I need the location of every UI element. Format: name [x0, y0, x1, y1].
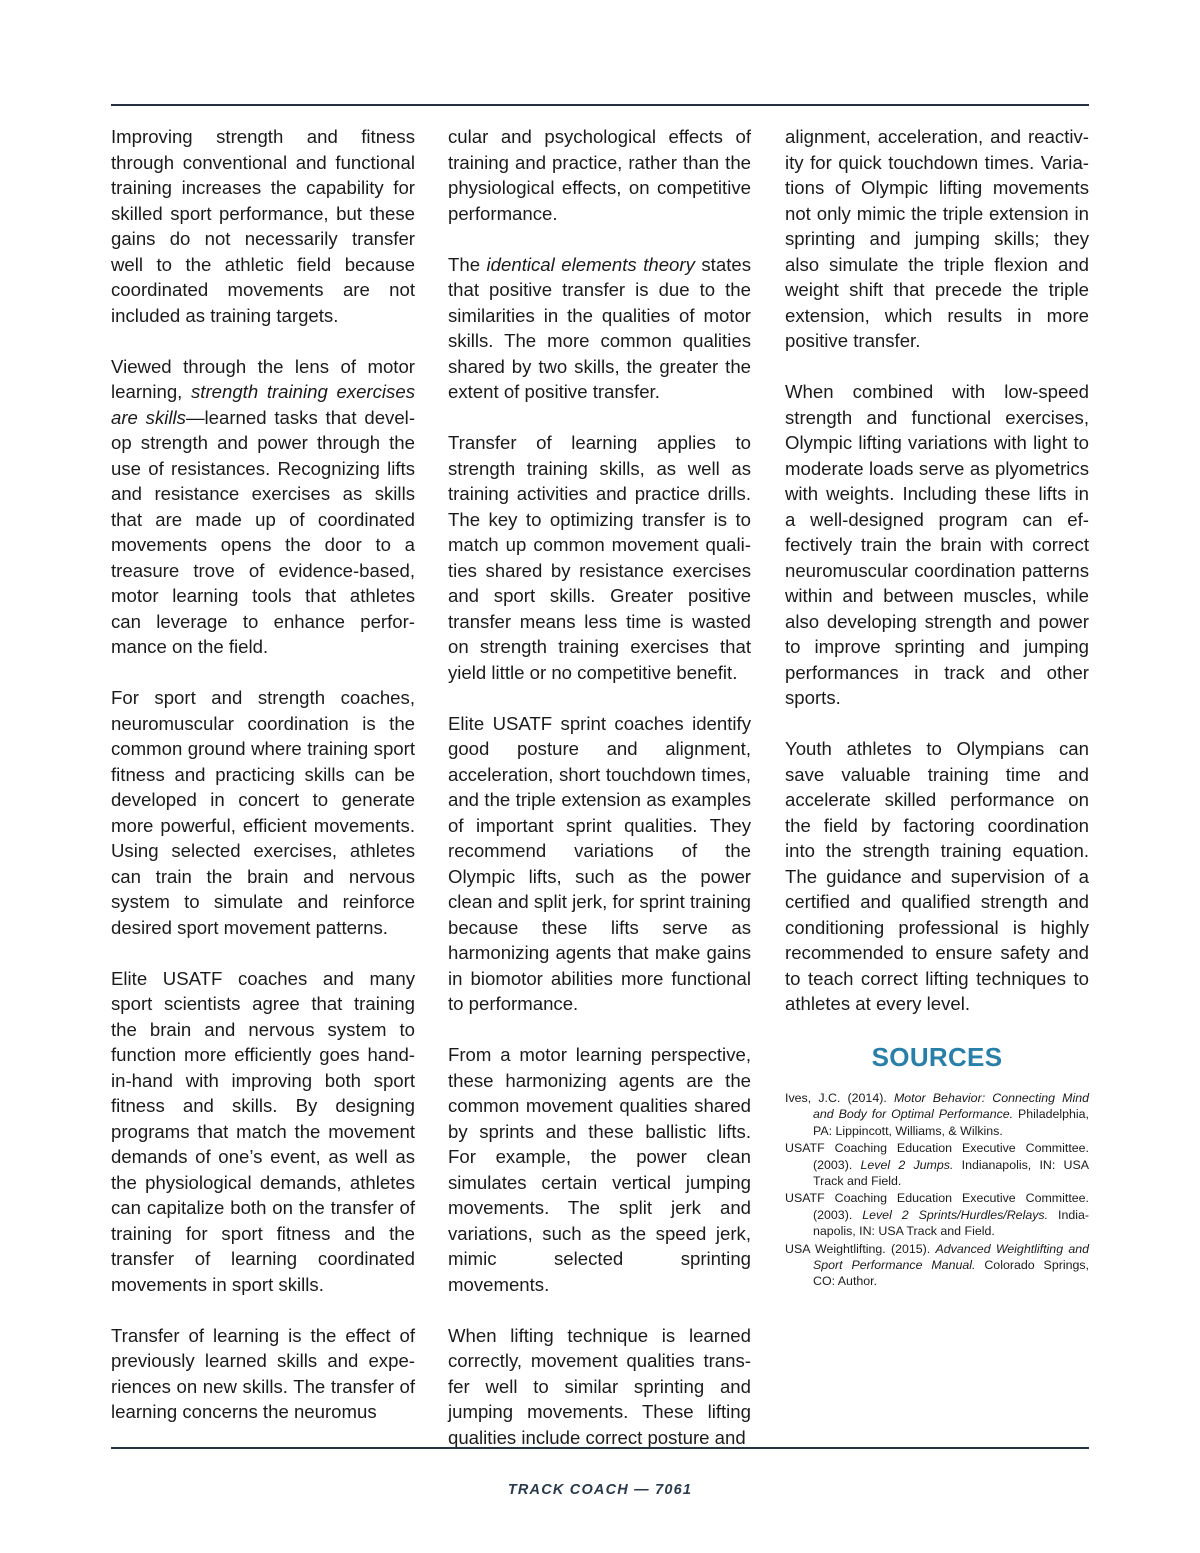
paragraph: Elite USATF sprint coaches identify good posture and alignment, acceleration, short touchdown times, and the triple extension as examples of important sprint qualities. They recommend variations of the Olympic lifts, such as the power clean and split jerk, for sprint training because these lifts serve as harmonizing agents that make gains in biomotor abilities more functional to performance. — [448, 712, 751, 1014]
paragraph: cular and psychological effects of training and practice, rather than the physiological effects, on competitive performance. — [448, 126, 751, 224]
paragraph: Viewed through the lens of motor learning, strength training exercises are skills—learned tasks that develop strength and power through the use of resistances. Recognizing lifts and resistance exercises as skills that are made up of coordinated movements opens the door to a treasure trove of evidence-based, motor learning tools that athletes can leverage to enhance performance on the field. — [111, 355, 416, 657]
reference-entry: Ives, J.C. (2014). Motor Behavior: Connecting Mind and Body for Optimal Performance. Philadelphia, PA: Lippincott, Williams, & Wilkins. — [785, 1091, 1089, 1138]
italic-text: Motor Behavior: Connecting Mind and Body for Optimal Performance. — [813, 1091, 1089, 1122]
paragraph: Transfer of learning applies to strength training skills, as well as training activities and practice drills. The key to optimizing transfer is to match up common movement qualities shared by resistance exercises and sport skills. Greater positive transfer means less time is wasted on strength training exercises that yield little or no competitive benefit. — [448, 432, 751, 683]
column-3-paragraphs — [785, 124, 1089, 1017]
paragraph: Improving strength and fitness through conventional and functional training increases the capability for skilled sport performance, but these gains do not necessarily transfer well to the athletic field because coordinated movements are not included as training targets. — [111, 126, 415, 326]
paragraph: From a motor learning perspective, these harmonizing agents are the common movement qualities shared by sprints and these ballistic lifts. For example, the power clean simulates certain vertical jumping movements. The split jerk and variations, such as the speed jerk, mimic selected sprinting movements. — [448, 1044, 751, 1295]
paragraph: When lifting technique is learned correctly, movement qualities transfer well to similar sprinting and jumping movements. These lifting qualities include correct posture and — [448, 1324, 751, 1448]
italic-text: identical elements theory — [486, 253, 695, 275]
text-column-1 — [111, 124, 415, 1450]
italic-text: Advanced Weightlifting and Sport Performance Manual. — [813, 1241, 1089, 1273]
paragraph: Youth athletes to Olympians can save valuable training time and accelerate skilled performance on the field by factoring coordination into the strength training equation. The guidance and supervision of a certified and qualified strength and conditioning professional is highly recommended to ensure safety and to teach correct lifting techniques to athletes at every level. — [785, 738, 1089, 1014]
paragraph: The identical elements theory states that positive transfer is due to the similarities in the qualities of motor skills. The more common qualities shared by two skills, the greater the extent of positive transfer. — [448, 253, 751, 402]
reference-entry: USATF Coaching Education Executive Committee. (2003). Level 2 Jumps. Indianapolis, IN: USA Track and Field. — [785, 1141, 1090, 1189]
paragraph: Elite USATF coaches and many sport scientists agree that training the brain and nervous system to function more efficiently goes hand-in-hand with improving both sport fitness and skills. By designing programs that match the movement demands of one’s event, as well as the physiological demands, athletes can capitalize both on the transfer of training for sport fitness and the transfer of learning coordinated movements in sport skills. — [111, 967, 415, 1295]
paragraph: Transfer of learning is the effect of previously learned skills and experiences on new skills. The transfer of learning concerns the neuromus — [111, 1324, 415, 1422]
page-footer: TRACK COACH — 7061 — [507, 1482, 693, 1498]
sources-heading: SOURCES — [871, 1042, 1003, 1072]
paragraph: alignment, acceleration, and reactivity for quick touchdown times. Variations of Olympic lifting movements not only mimic the triple extension in sprinting and jumping skills; they also simulate the triple flexion and weight shift that precede the triple extension, which results in more positive transfer. — [785, 126, 1089, 351]
bottom-rule — [111, 1447, 1089, 1449]
top-rule — [111, 104, 1089, 106]
italic-text: Level 2 Jumps. — [860, 1157, 954, 1172]
text-column-3 — [785, 124, 1089, 1291]
paragraph: When combined with low-speed strength and functional exercises, Olympic lifting variations with light to moderate loads serve as plyometrics with weights. Including these lifts in a well-designed program can effectively train the brain with correct neuromuscular coordination patterns within and between muscles, while also developing strength and power to improve sprinting and jumping performances in track and other sports. — [785, 381, 1089, 708]
paragraph: For sport and strength coaches, neuromuscular coordination is the common ground where training sport fitness and practicing skills can be developed in concert to generate more powerful, efficient movements. Using selected exercises, athletes can train the brain and nervous system to simulate and reinforce desired sport movement patterns. — [111, 687, 415, 938]
italic-text: strength training exercises are skills — [111, 381, 415, 428]
text-column-2 — [448, 124, 751, 1476]
sources-list — [785, 1090, 1089, 1290]
reference-entry: USA Weightlifting. (2015). Advanced Weightlifting and Sport Performance Manual. Colorado Springs, CO: Author. — [785, 1241, 1090, 1289]
reference-entry: USATF Coaching Education Executive Committee. (2003). Level 2 Sprints/Hurdles/Relays. Indianapolis, IN: USA Track and Field. — [785, 1191, 1090, 1239]
italic-text: Level 2 Sprints/Hurdles/Relays. — [862, 1207, 1049, 1222]
